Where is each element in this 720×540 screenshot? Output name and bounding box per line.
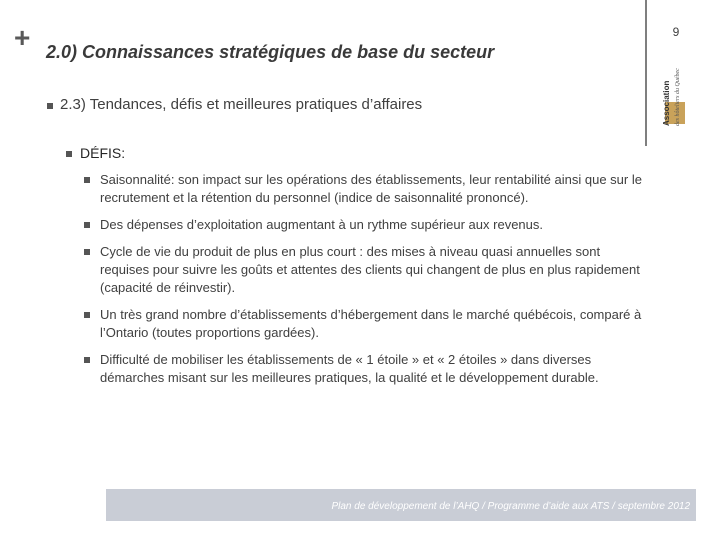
section-bullet xyxy=(47,103,53,109)
list-item xyxy=(82,351,642,387)
page-number: 9 xyxy=(672,25,680,39)
list-item xyxy=(82,306,642,342)
logo-text-line1: Association xyxy=(662,80,671,126)
bullet-square xyxy=(84,357,90,363)
vertical-divider xyxy=(645,0,647,146)
bullet-square xyxy=(84,222,90,228)
logo-text-line2: des hôteliers du Québec xyxy=(675,68,681,126)
list-item-text: Saisonnalité: son impact sur les opérations des établissements, leur rentabilité ainsi que sur le recrutement et la rétention du personnel (indice de saisonnalité prononcé). xyxy=(100,172,642,205)
list-item-text: Un très grand nombre d’établissements d’hébergement dans le marché québécois, comparé à l’Ontario (toutes proportions gardées). xyxy=(100,307,642,340)
bullet-square xyxy=(84,312,90,318)
footer-text: Plan de développement de l’AHQ / Programme d’aide aux ATS / septembre 2012 xyxy=(331,501,690,512)
section-heading: 2.3) Tendances, défis et meilleures pratiques d’affaires xyxy=(60,96,423,113)
bullet-square xyxy=(84,177,90,183)
list-item-text: Difficulté de mobiliser les établissements de « 1 étoile » et « 2 étoiles » dans diverses démarches misant sur les meilleures pratiques, la qualité et le développement durable. xyxy=(100,352,599,385)
subsection-heading: DÉFIS: xyxy=(80,145,126,161)
list-item xyxy=(82,216,642,234)
slide-plus-marker: + xyxy=(14,22,31,53)
subsection-bullet xyxy=(66,151,72,157)
list-item xyxy=(82,243,642,297)
list-item xyxy=(82,171,642,207)
footer-bar xyxy=(106,489,696,521)
ahq-logo xyxy=(655,60,699,130)
list-item-text: Des dépenses d’exploitation augmentant à un rythme supérieur aux revenus. xyxy=(100,217,543,232)
slide-title: 2.0) Connaissances stratégiques de base du secteur xyxy=(46,42,495,62)
list-item-text: Cycle de vie du produit de plus en plus court : des mises à niveau quasi annuelles sont requises pour suivre les goûts et attentes des clients qui changent de plus en plus rapidement (capacité de réinvestir). xyxy=(100,244,640,295)
bullet-square xyxy=(84,249,90,255)
challenges-list xyxy=(82,171,642,396)
